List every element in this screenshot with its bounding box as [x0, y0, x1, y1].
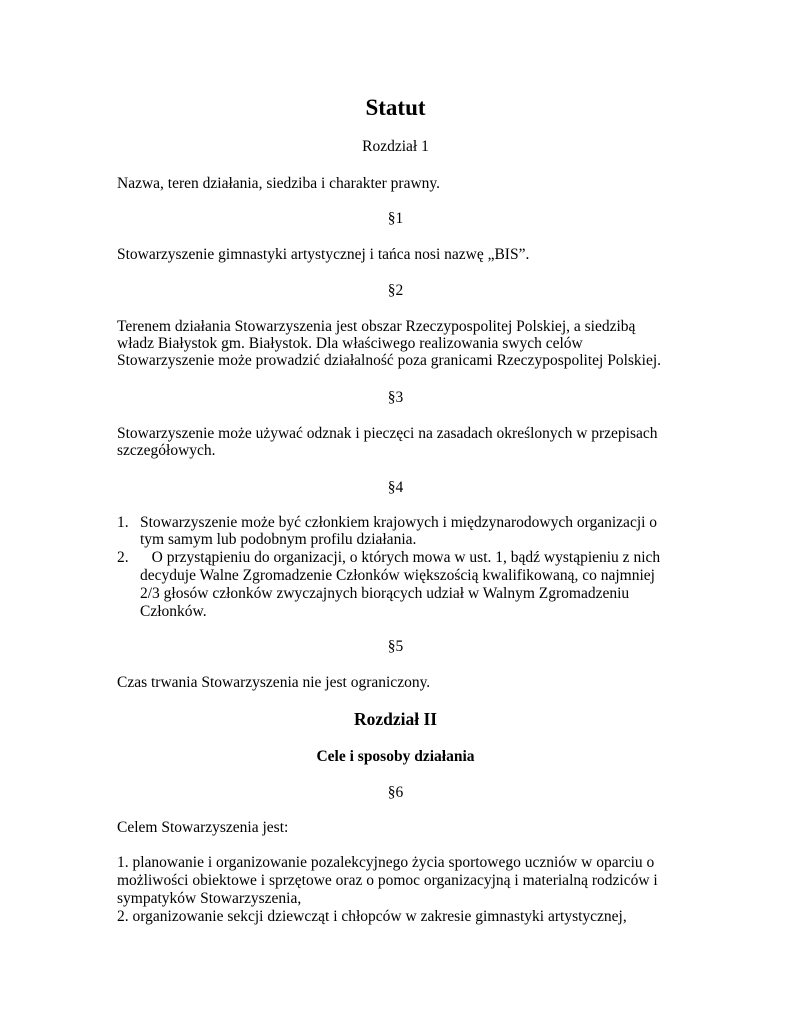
list-item-line: 2/3 głosów członków zwyczajnych biorących udział w Walnym Zgromadzeniu: [140, 585, 630, 602]
section-2-line: Stowarzyszenie może prowadzić działalność poza granicami Rzeczypospolitej Polskiej.: [117, 352, 662, 369]
section-6-intro: Celem Stowarzyszenia jest:: [117, 819, 289, 836]
chapter-1-subtitle: Nazwa, teren działania, siedziba i charakter prawny.: [117, 175, 441, 192]
section-mark-3: §3: [387, 389, 404, 406]
chapter-2-heading: Rozdział II: [353, 709, 438, 729]
section-6-line: 1. planowanie i organizowanie pozalekcyjnego życia sportowego uczniów w oparciu o: [117, 854, 655, 871]
section-3-line: szczegółowych.: [117, 442, 216, 459]
section-mark-5: §5: [387, 638, 404, 655]
list-item-number: 2.: [117, 549, 129, 566]
section-mark-2: §2: [387, 282, 404, 299]
section-5-text: Czas trwania Stowarzyszenia nie jest ograniczony.: [117, 674, 431, 691]
list-item-number: 1.: [117, 514, 129, 531]
section-mark-1: §1: [387, 210, 404, 227]
list-item-line: decyduje Walne Zgromadzenie Członków większością kwalifikowaną, co najmniej: [140, 567, 655, 584]
section-2-line: Terenem działania Stowarzyszenia jest obszar Rzeczypospolitej Polskiej, a siedzibą: [117, 318, 636, 335]
section-1-text: Stowarzyszenie gimnastyki artystycznej i tańca nosi nazwę „BIS”.: [117, 246, 530, 263]
chapter-2-subtitle: Cele i sposoby działania: [316, 748, 475, 765]
list-item-line: O przystąpieniu do organizacji, o których mowa w ust. 1, bądź wystąpieniu z nich: [140, 549, 661, 566]
list-item-line: tym samym lub podobnym profilu działania.: [140, 531, 417, 548]
section-mark-6: §6: [387, 784, 404, 801]
section-6-line: sympatyków Stowarzyszenia,: [117, 890, 302, 907]
list-item-line: Członków.: [140, 603, 207, 620]
section-3-line: Stowarzyszenie może używać odznak i pieczęci na zasadach określonych w przepisach: [117, 425, 658, 442]
section-mark-4: §4: [387, 479, 404, 496]
section-6-line: 2. organizowanie sekcji dziewcząt i chłopców w zakresie gimnastyki artystycznej,: [117, 908, 627, 925]
chapter-1-heading: Rozdział 1: [362, 138, 429, 155]
list-item-line: Stowarzyszenie może być członkiem krajowych i międzynarodowych organizacji o: [140, 514, 658, 531]
section-6-line: możliwości obiektowe i sprzętowe oraz o pomoc organizacyjną i materialną rodziców i: [117, 872, 658, 889]
document-title: Statut: [365, 95, 426, 120]
section-2-line: władz Białystok gm. Białystok. Dla właściwego realizowania swych celów: [117, 335, 583, 352]
